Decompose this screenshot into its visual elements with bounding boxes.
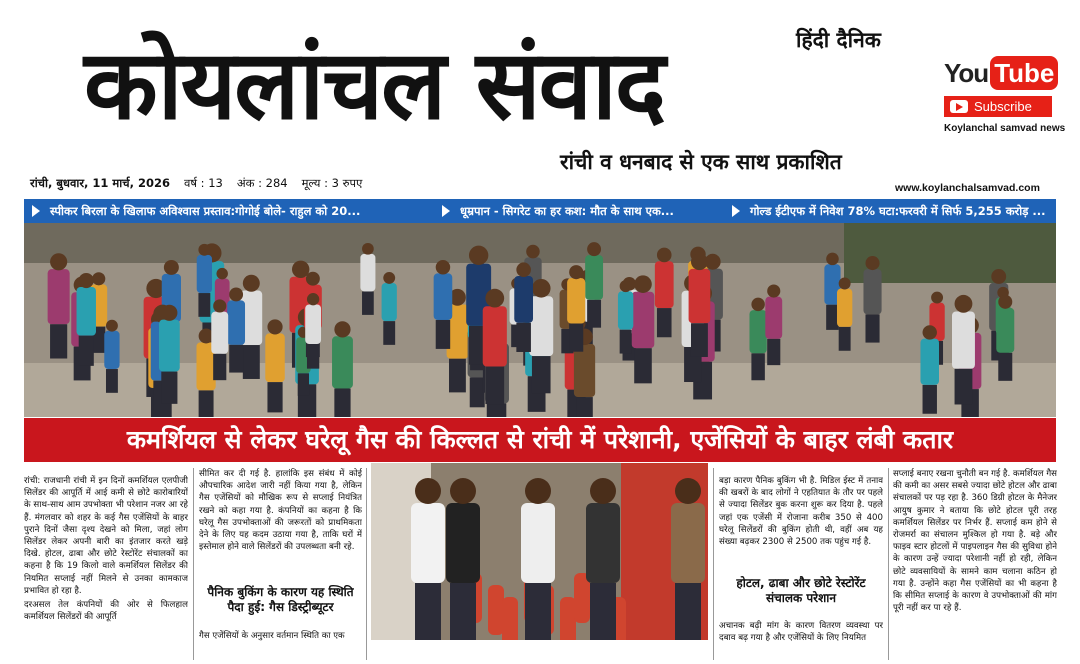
person-head <box>106 320 118 332</box>
person-legs <box>587 300 601 328</box>
person-legs <box>516 323 531 352</box>
person-figure <box>197 255 212 293</box>
person-legs <box>307 344 319 369</box>
person-figure <box>265 333 284 382</box>
person-head <box>198 244 210 256</box>
person-head <box>590 478 616 504</box>
news-ticker <box>24 199 1056 223</box>
person-figure <box>837 289 852 327</box>
column-divider <box>366 468 367 660</box>
volume-text: वर्ष : 13 <box>183 176 223 190</box>
person-legs <box>767 339 780 365</box>
person-figure <box>446 503 480 583</box>
person-figure <box>514 276 533 323</box>
ticker-item[interactable] <box>724 203 1056 219</box>
crowd-photo <box>24 223 1056 417</box>
ticker-arrow-icon <box>28 203 44 219</box>
person-legs <box>198 293 210 317</box>
person-head <box>415 478 441 504</box>
person-legs <box>576 397 593 417</box>
person-head <box>998 295 1012 309</box>
article-paragraph: सप्लाई बनाए रखना चुनौती बन गई है. कमर्शियल गैस की कमी का असर सबसे ज्यादा छोटे होटल और ढाबा संचालकों पर पड़ रहा है. 360 डिग्री होटल के मैनेजर आयुष कुमार ने बताया कि छोटे होटल पूरी तरह कमर्शियल सिलेंडर पर निर्भर हैं. सप्लाई कम होने से रोजमर्रा का संचालन मुश्किल हो गया है. बड़े और फाइव स्टार होटलों में पाइपलाइन गैस की सुविधा होने के कारण उन्हें ज्यादा परेशानी नहीं हो रही, लेकिन छोटे व्यवसायियों के सामने काम चलाना कठिन हो गया है. उन्होंने कहा गैस एजेंसियों का भी कहना है कि सीमित सप्लाई के कारण वे उपभोक्ताओं की मांग पूरी नहीं कर पा रहे हैं. <box>893 469 1057 614</box>
ticker-item[interactable] <box>24 203 434 219</box>
person-legs <box>675 583 701 640</box>
person-head <box>955 295 973 313</box>
person-head <box>50 253 67 270</box>
person-legs <box>213 354 226 380</box>
website-link[interactable]: www.koylanchalsamvad.com <box>895 182 1040 194</box>
person-legs <box>267 382 282 412</box>
price-text: मूल्य : 3 रुपए <box>301 176 363 190</box>
person-figure <box>863 269 881 314</box>
play-icon <box>950 100 968 113</box>
subheading-hotels: होटल, ढाबा और छोटे रेस्टोरेंट संचालक परेशान <box>736 576 866 605</box>
person-head <box>675 478 701 504</box>
article-paragraph: गैस एजेंसियों के अनुसार वर्तमान स्थिति का एक <box>199 631 345 641</box>
article-column-3-continued <box>719 620 883 660</box>
person-figure <box>655 261 674 308</box>
person-head <box>839 278 851 290</box>
person-head <box>634 275 652 293</box>
person-head <box>526 245 540 259</box>
person-head <box>767 284 780 297</box>
person-legs <box>839 327 851 351</box>
gas-cylinder <box>560 597 576 640</box>
person-legs <box>620 330 632 354</box>
article-paragraph: बड़ा कारण पैनिक बुकिंग भी है. मिडिल ईस्ट में तनाव की खबरों के बाद लोगों ने एहतियात के तौर पर पहले से ज्यादा सिलेंडर बुक करना शुरू कर दिया है. पहले जहां एक एजेंसी में रोजाना करीब 350 से 400 घरेलू सिलेंडरों की बुकिंग होती थी, वहीं अब यह संख्या बढ़कर 2300 से 2500 तक पहुंच गई है. <box>719 476 883 548</box>
person-legs <box>199 390 214 417</box>
person-legs <box>383 321 395 345</box>
youtube-logo <box>944 56 1054 90</box>
person-figure <box>920 339 939 385</box>
article-column-2 <box>199 468 362 582</box>
article-column-2-continued <box>199 630 362 660</box>
person-legs <box>436 320 450 349</box>
column-divider <box>193 468 194 660</box>
person-figure <box>227 300 245 345</box>
ticker-arrow-icon <box>438 203 454 219</box>
person-head <box>92 272 105 285</box>
person-head <box>306 272 320 286</box>
person-head <box>79 273 94 288</box>
newspaper-title: कोयलांचल संवाद <box>84 29 664 141</box>
person-head <box>826 253 839 266</box>
ticker-item-text: गोल्ड ईटीएफ में निवेश 78% घटा:फरवरी में सिर्फ 5,255 करोड़ ... <box>750 203 1046 218</box>
person-figure <box>77 287 96 336</box>
person-head <box>657 248 672 263</box>
person-legs <box>955 369 973 405</box>
youtube-badge[interactable] <box>944 56 1066 134</box>
person-legs <box>79 336 94 366</box>
person-head <box>865 256 879 270</box>
person-head <box>334 321 350 337</box>
article-column-3 <box>719 475 883 575</box>
person-legs <box>751 353 764 380</box>
person-head <box>164 260 179 275</box>
person-figure <box>305 304 321 344</box>
person-legs <box>449 359 466 393</box>
person-head <box>516 262 531 277</box>
person-head <box>587 242 601 256</box>
person-legs <box>923 385 937 414</box>
person-legs <box>532 356 551 393</box>
person-head <box>436 260 450 274</box>
person-legs <box>590 583 616 640</box>
person-figure <box>952 311 975 368</box>
person-head <box>569 265 583 279</box>
tagline: रांची व धनबाद से एक साथ प्रकाशित <box>560 150 842 174</box>
person-figure <box>618 291 633 329</box>
person-figure <box>411 503 445 583</box>
article-paragraph: दरअसल तेल कंपनियों की ओर से फिलहाल कमर्शियल सिलेंडरों की आपूर्ति <box>24 600 188 623</box>
subheading-panic-booking: पैनिक बुकिंग के कारण यह स्थिति पैदा हुई: गैस डिस्ट्रीब्यूटर <box>207 585 354 614</box>
person-figure <box>211 312 228 354</box>
person-figure <box>671 503 705 583</box>
person-head <box>161 305 177 321</box>
person-figure <box>483 306 507 366</box>
person-head <box>931 292 943 304</box>
person-legs <box>485 367 504 405</box>
article-paragraph: अचानक बढ़ी मांग के कारण वितरण व्यवस्था पर दबाव बढ़ गया है और एजेंसियों के लिए नियमित <box>719 621 883 644</box>
person-figure <box>332 336 353 388</box>
person-legs <box>229 345 243 373</box>
gas-cylinder <box>488 585 504 635</box>
article-paragraph: रांची: राजधानी रांची में इन दिनों कमर्शियल एलपीजी सिलेंडर की आपूर्ति में आई कमी से छोटे कारोबारियों के साथ-साथ आम उपभोक्ता भी परेशान नजर आ रहे हैं. मंगलवार को शहर के कई गैस एजेंसियों के बाहर पुराने दिनों जैसा दृश्य देखने को मिला, जहां लोग सिलेंडर लेकर अपनी बारी का इंतजार करते खड़े दिखे. होटल, ढाबा और छोटे रेस्टोरेंट संचालकों का कहना है कि 19 किलो वाले कमर्शियल सिलेंडर की नियमित सप्लाई नहीं मिलने से उनका कामकाज प्रभावित हो रहा है. <box>24 476 188 596</box>
column-divider <box>713 468 714 660</box>
person-head <box>307 293 319 305</box>
person-head <box>213 299 226 312</box>
person-legs <box>488 403 507 417</box>
person-figure <box>586 503 620 583</box>
subscribe-label: Subscribe <box>974 99 1032 114</box>
cylinder-queue-photo <box>371 463 708 640</box>
person-legs <box>50 324 67 358</box>
person-head <box>991 269 1006 284</box>
cylinder-photo-graphic <box>371 463 708 640</box>
person-legs <box>657 308 672 337</box>
person-figure <box>765 297 782 339</box>
crowd-photo-graphic <box>24 223 1056 417</box>
person-figure <box>521 503 555 583</box>
person-legs <box>470 377 485 407</box>
person-head <box>485 289 504 308</box>
person-legs <box>865 314 879 342</box>
gas-cylinder <box>502 597 518 640</box>
article-paragraph: सीमित कर दी गई है. हालांकि इस संबंध में कोई औपचारिक आदेश जारी नहीं किया गया है, लेकिन गैस एजेंसियों को मौखिक रूप से सप्लाई नियंत्रित रखने को कहा गया है. कंपनियों का कहना है कि घरेलू गैस उपभोक्ताओं की जरूरतों को प्राथमिकता देने के लिए यह कदम उठाया गया है, ताकि घरों में इस्तेमाल होने वाले सिलेंडरों की उपलब्धता बनी रहे. <box>199 469 362 553</box>
person-figure <box>360 254 375 292</box>
person-head <box>383 272 395 284</box>
person-figure <box>996 308 1014 353</box>
person-figure <box>585 255 603 300</box>
person-legs <box>243 345 260 379</box>
person-legs <box>826 305 839 330</box>
masthead <box>0 0 1080 200</box>
person-head <box>923 325 937 339</box>
person-legs <box>998 353 1012 381</box>
issue-text: अंक : 284 <box>236 176 288 190</box>
person-head <box>532 279 551 298</box>
ticker-arrow-icon <box>728 203 744 219</box>
person-legs <box>334 388 350 417</box>
person-head <box>267 319 282 334</box>
person-figure <box>689 269 711 323</box>
person-legs <box>691 323 708 357</box>
article-column-4 <box>893 468 1057 660</box>
person-figure <box>104 331 119 369</box>
person-legs <box>415 583 441 640</box>
person-head <box>229 288 243 302</box>
ticker-item[interactable] <box>434 203 724 219</box>
person-head <box>469 246 488 265</box>
person-head <box>362 243 374 255</box>
channel-name: Koylanchal samvad news <box>944 123 1066 134</box>
youtube-you-text: You <box>944 57 989 88</box>
ticker-item-text: धूम्रपान - सिगरेट का हर कश: मौत के साथ एक... <box>460 203 674 218</box>
person-legs <box>525 583 551 640</box>
main-headline: कमर्शियल से लेकर घरेलू गैस की किल्लत से रांची में परेशानी, एजेंसियों के बाहर लंबी कतार <box>24 418 1056 462</box>
date-text: रांची, बुधवार, 11 मार्च, 2026 <box>30 176 170 190</box>
person-figure <box>574 344 595 397</box>
person-legs <box>634 348 652 383</box>
person-legs <box>450 583 476 640</box>
person-head <box>751 298 764 311</box>
youtube-tube-text: Tube <box>990 56 1058 90</box>
person-figure <box>749 310 766 353</box>
person-head <box>525 478 551 504</box>
person-figure <box>48 269 70 324</box>
article-column-1 <box>24 475 188 645</box>
person-legs <box>106 369 118 393</box>
person-legs <box>362 291 374 314</box>
subscribe-button[interactable] <box>944 96 1052 117</box>
column-divider <box>888 468 889 660</box>
daily-label: हिंदी दैनिक <box>796 28 881 52</box>
person-figure <box>159 320 180 372</box>
person-figure <box>382 283 397 321</box>
person-legs <box>298 373 309 396</box>
person-figure <box>632 292 655 348</box>
dateline <box>30 176 362 191</box>
person-figure <box>567 278 585 323</box>
person-head <box>620 280 632 292</box>
person-head <box>450 478 476 504</box>
person-head <box>216 268 227 279</box>
person-legs <box>569 323 583 351</box>
person-head <box>243 275 260 292</box>
person-legs <box>161 372 177 404</box>
ticker-item-text: स्पीकर बिरला के खिलाफ अविश्वास प्रस्ताव:गोगोई बोले- राहुल को 20... <box>50 203 361 218</box>
person-figure <box>434 273 453 320</box>
person-head <box>691 253 708 270</box>
